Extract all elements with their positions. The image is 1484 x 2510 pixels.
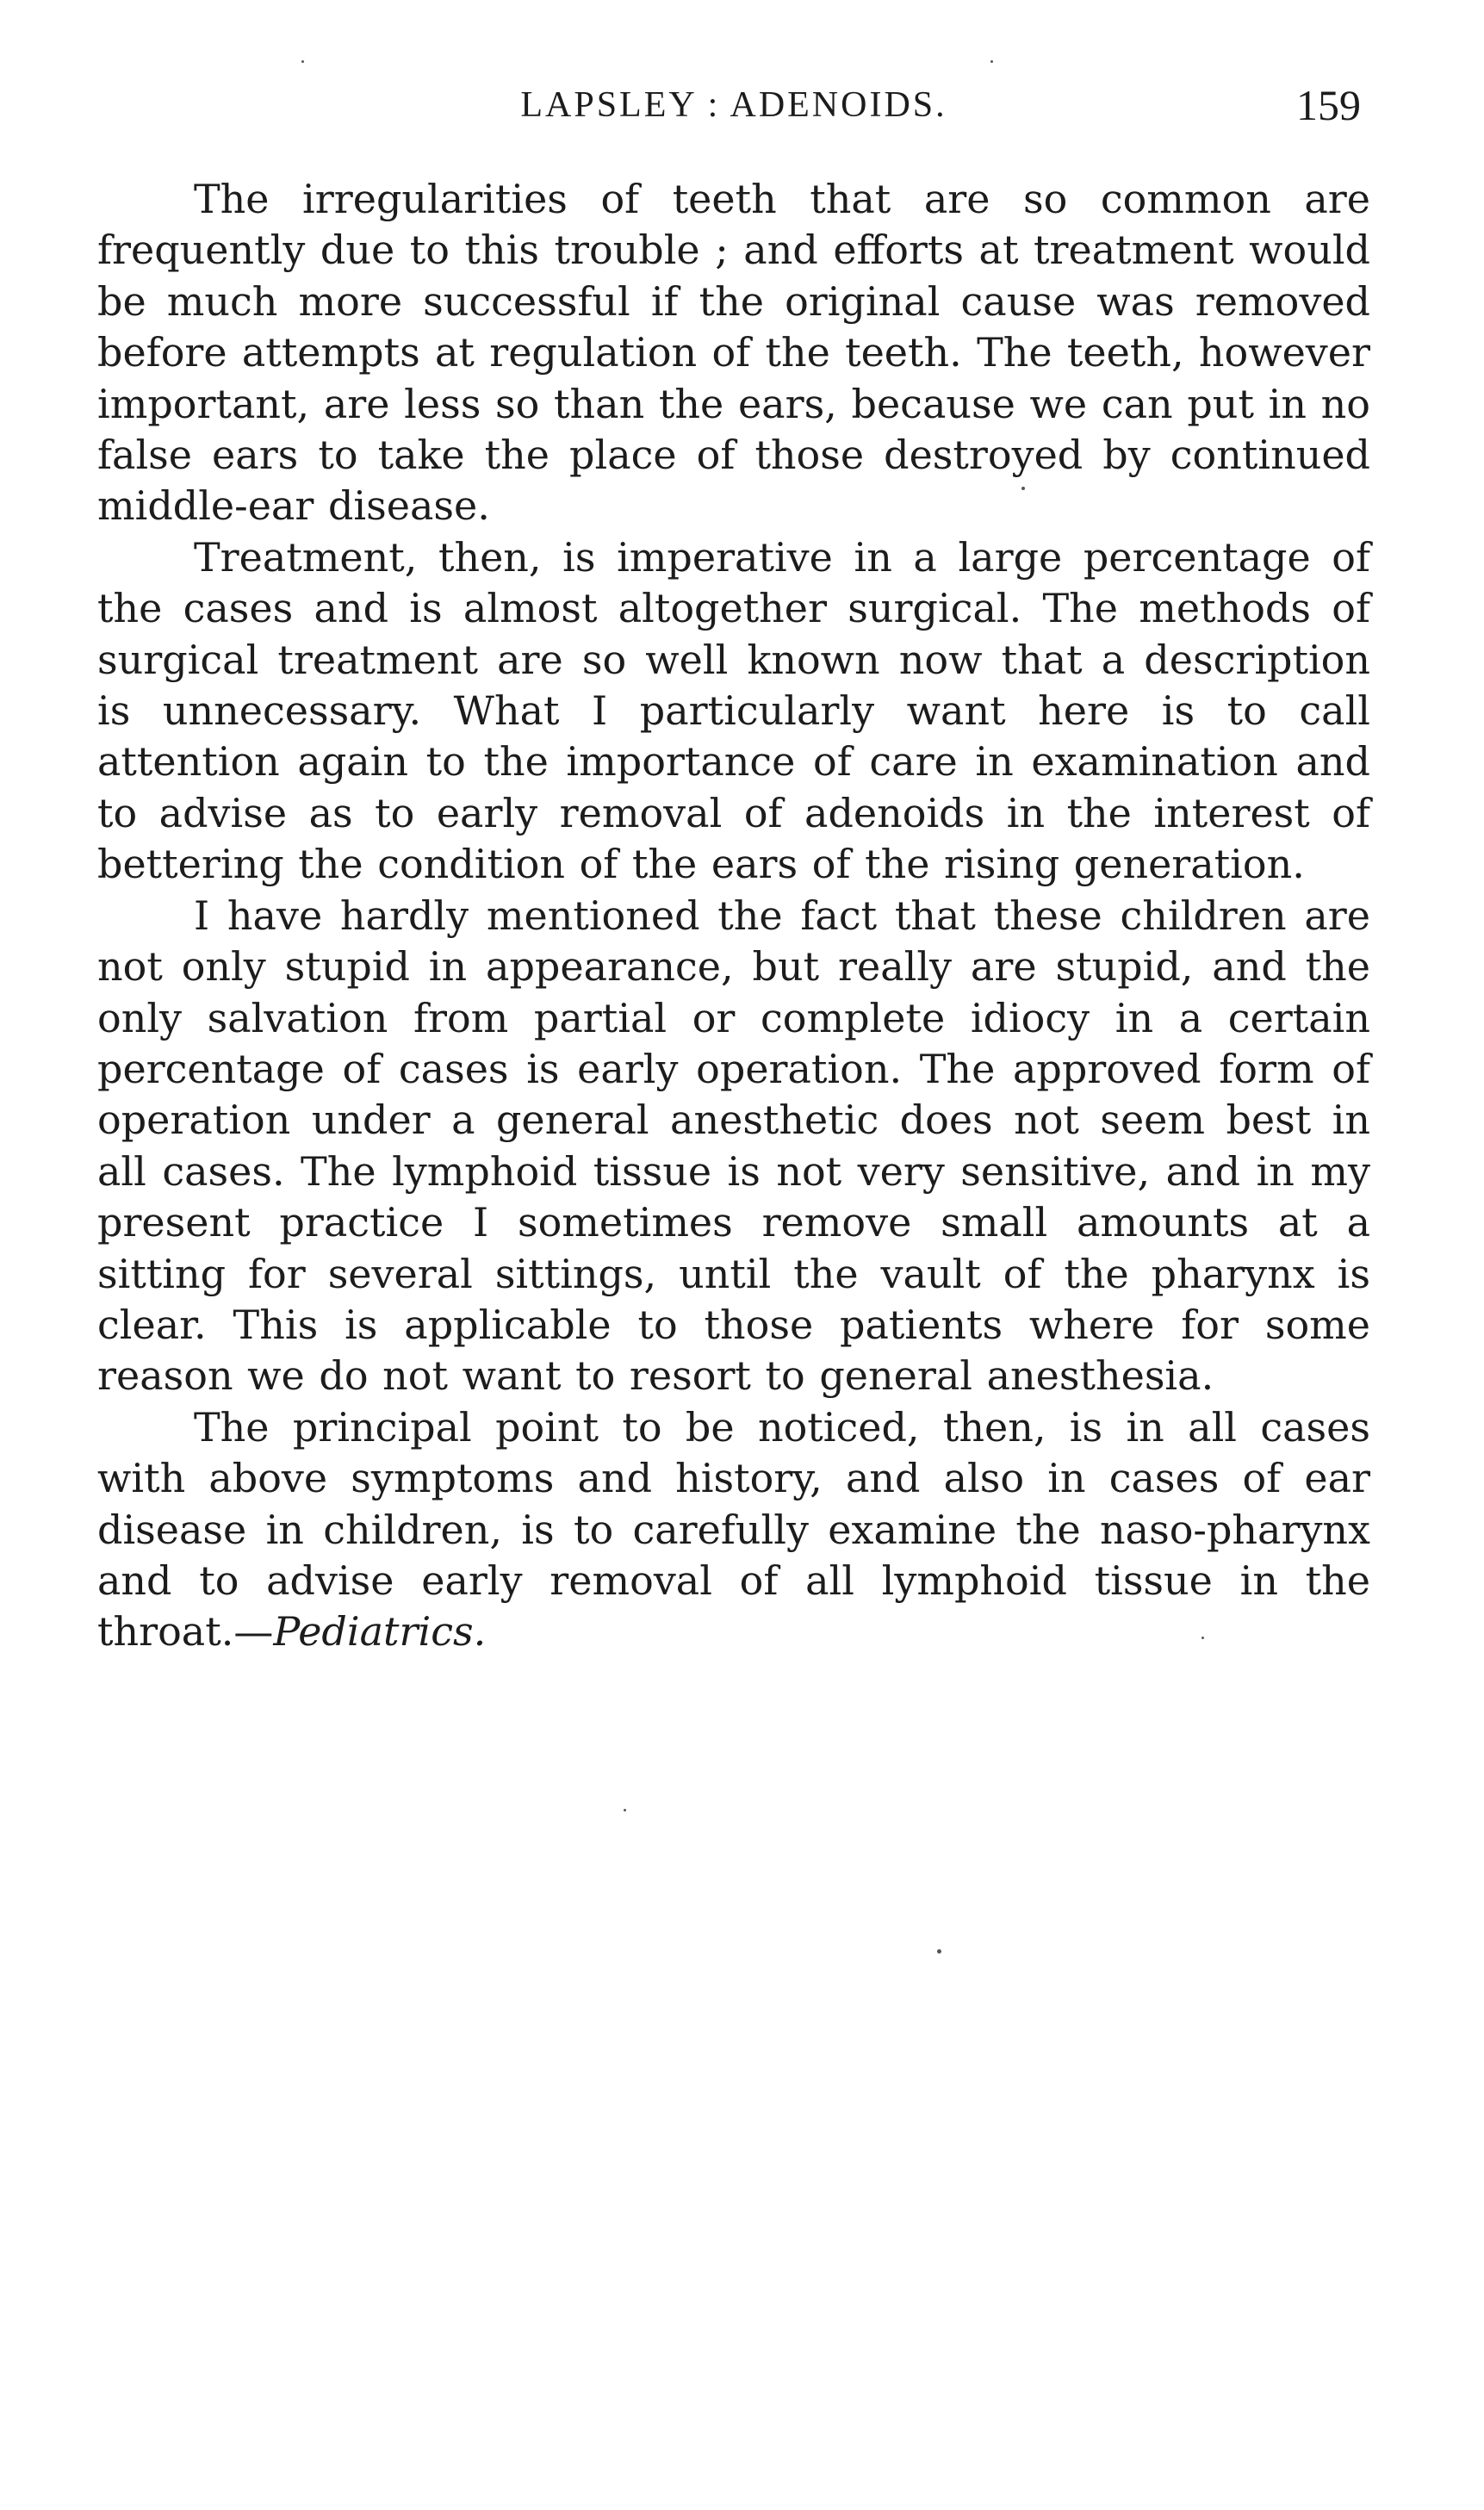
running-title: LAPSLEY : ADENOIDS.: [520, 85, 947, 125]
final-paragraph: [97, 1402, 1370, 1658]
body-text: [97, 174, 1370, 1658]
final-paragraph-text: The principal point to be noticed, then, is in all cases with above symptoms and history, and also in cases of ear disease in children, is to carefully examine the naso-pharynx and to advise early removal of all lymphoid tissue in the throat.—: [97, 1403, 1370, 1656]
scan-speck: [624, 1809, 626, 1811]
page-number: 159: [1296, 81, 1361, 129]
scan-speck: [1021, 487, 1025, 490]
running-head: [96, 79, 1371, 131]
paragraph: I have hardly mentioned the fact that these children are not only stupid in appearance, but really are stupid, and the only salvation from partial or complete idiocy in a certain percentage of cases is early operation. The approved form of operation under a general anesthetic does not seem best in all cases. The lymphoid tissue is not very sensitive, and in my present practice I sometimes remove small amounts at a sitting for several sittings, until the vault of the pharynx is clear. This is applicable to those patients where for some reason we do not want to resort to general anesthesia.: [97, 892, 1370, 1400]
scan-speck: [990, 60, 993, 63]
scan-speck: [937, 1949, 941, 1954]
scan-speck: [301, 60, 304, 63]
paragraph: The irregularities of teeth that are so common are frequently due to this trouble ; and efforts at treatment would be much more successful if the original cause was removed before attempts at regulation of the teeth. The teeth, however important, are less so than the ears, because we can put in no false ears to take the place of those destroyed by continued middle-ear disease.: [97, 176, 1370, 530]
paragraph: Treatment, then, is imperative in a large percentage of the cases and is almost altogether surgical. The methods of surgical treatment are so well known now that a description is unnecessary. What I particularly want here is to call attention again to the importance of care in examination and to advise as to early removal of adenoids in the interest of bettering the condition of the ears of the rising generation.: [97, 533, 1370, 888]
source-attribution: Pediatrics.: [273, 1608, 487, 1656]
scan-speck: [1201, 1637, 1204, 1639]
